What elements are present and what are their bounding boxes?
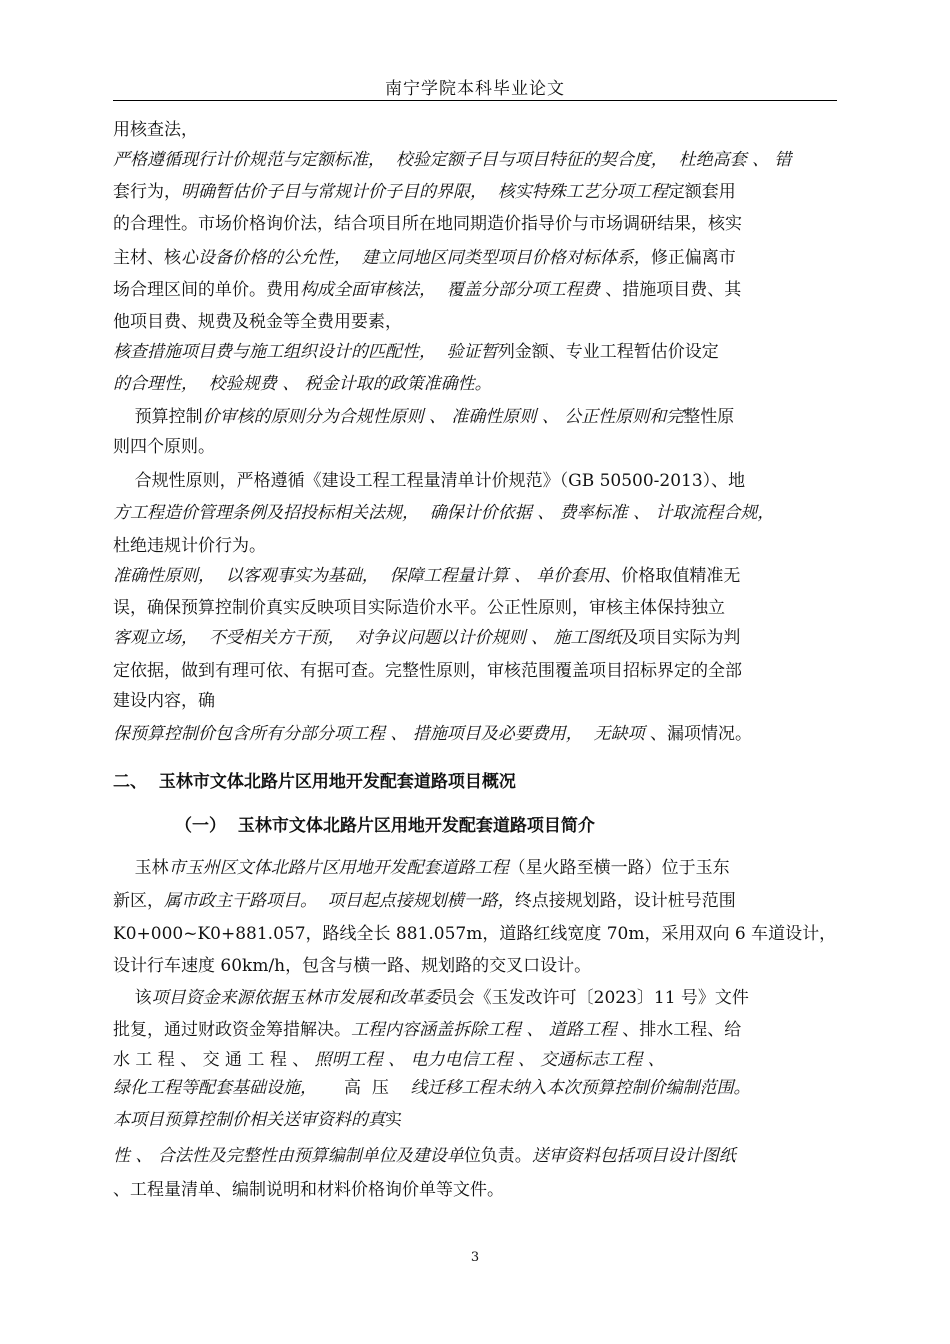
page-number: 3 (470, 1250, 480, 1265)
text-line: 定依据，做到有理可依、有据可查。完整性原则，审核范围覆盖项目招标界定的全部 (113, 661, 742, 681)
section-heading: 二、 玉林市文体北路片区用地开发配套道路项目概况 (113, 772, 516, 792)
text-line: 核查措施项目费与施工组织设计的匹配性， 验证暂列金额、专业工程暂估价设定 (113, 342, 719, 362)
text-line: 性 、 合法性及完整性由预算编制单位及建设单位负责。送审资料包括项目设计图纸 (113, 1146, 736, 1166)
text-line: 则四个原则。 (113, 437, 215, 457)
text-line: 的合理性， 校验规费 、 税金计取的政策准确性。 (113, 374, 492, 394)
text-line: 方工程造价管理条例及招投标相关法规， 确保计价依据 、 费率标准 、 计取流程合规， (113, 503, 775, 523)
text-line: 新区，属市政主干路项目。 项目起点接规划横一路，终点接规划路，设计桩号范围 (113, 891, 736, 911)
text-line: 该项目资金来源依据玉林市发展和改革委员会《玉发改许可〔2023〕11 号》文件 (113, 988, 749, 1008)
text-line: 用核查法， (113, 120, 198, 140)
text-line: 严格遵循现行计价规范与定额标准， 校验定额子目与项目特征的契合度， 杜绝高套 、 错 (113, 150, 792, 170)
text-line: 他项目费、规费及税金等全费用要素， (113, 312, 402, 332)
text-line: 的合理性。市场价格询价法，结合项目所在地同期造价指导价与市场调研结果，核实 (113, 214, 742, 234)
header-rule (113, 100, 837, 101)
text-line: 主材、核心设备价格的公允性， 建立同地区同类型项目价格对标体系，修正偏离市 (113, 248, 736, 268)
text-line: 准确性原则， 以客观事实为基础， 保障工程量计算 、 单价套用、价格取值精准无 (113, 566, 741, 586)
text-line: 绿化工程等配套基础设施， 高 压 线迁移工程未纳入本次预算控制价编制范围。 (113, 1078, 751, 1098)
text-line: 合规性原则，严格遵循《建设工程工程量清单计价规范》（GB 50500-2013）、地 (113, 471, 746, 491)
text-line: 套行为，明确暂估价子目与常规计价子目的界限， 核实特殊工艺分项工程定额套用 (113, 182, 736, 202)
text-line: 设计行车速度 60km/h，包含与横一路、规划路的交叉口设计。 (113, 956, 592, 976)
text-line: 建设内容，确 (113, 691, 215, 711)
subsection-heading: （一） 玉林市文体北路片区用地开发配套道路项目简介 (175, 816, 595, 836)
text-line: 本项目预算控制价相关送审资料的真实 (113, 1110, 402, 1130)
text-line: 水 工 程 、 交 通 工 程 、 照明工程 、 电力电信工程 、 交通标志工程 、 (113, 1050, 665, 1070)
text-line: 批复，通过财政资金筹措解决。工程内容涵盖拆除工程 、 道路工程 、排水工程、给 (113, 1020, 742, 1040)
text-line: 场合理区间的单价。费用构成全面审核法， 覆盖分部分项工程费 、措施项目费、其 (113, 280, 742, 300)
text-line: 预算控制价审核的原则分为合规性原则 、 准确性原则 、 公正性原则和完整性原 (113, 407, 735, 427)
text-line: 客观立场， 不受相关方干预， 对争议问题以计价规则 、 施工图纸及项目实际为判 (113, 628, 741, 648)
text-line: 、工程量清单、编制说明和材料价格询价单等文件。 (113, 1180, 504, 1200)
text-line: 杜绝违规计价行为。 (113, 536, 266, 556)
text-line: 玉林市玉州区文体北路片区用地开发配套道路工程（星火路至横一路）位于玉东 (113, 858, 730, 878)
running-header: 南宁学院本科毕业论文 (385, 79, 565, 99)
text-line: 误，确保预算控制价真实反映项目实际造价水平。公正性原则，审核主体保持独立 (113, 598, 725, 618)
text-line: 保预算控制价包含所有分部分项工程 、 措施项目及必要费用， 无缺项 、漏项情况。 (113, 724, 753, 744)
text-line: K0+000~K0+881.057，路线全长 881.057m，道路红线宽度 70m，采用双向 6 车道设计， (113, 924, 837, 944)
